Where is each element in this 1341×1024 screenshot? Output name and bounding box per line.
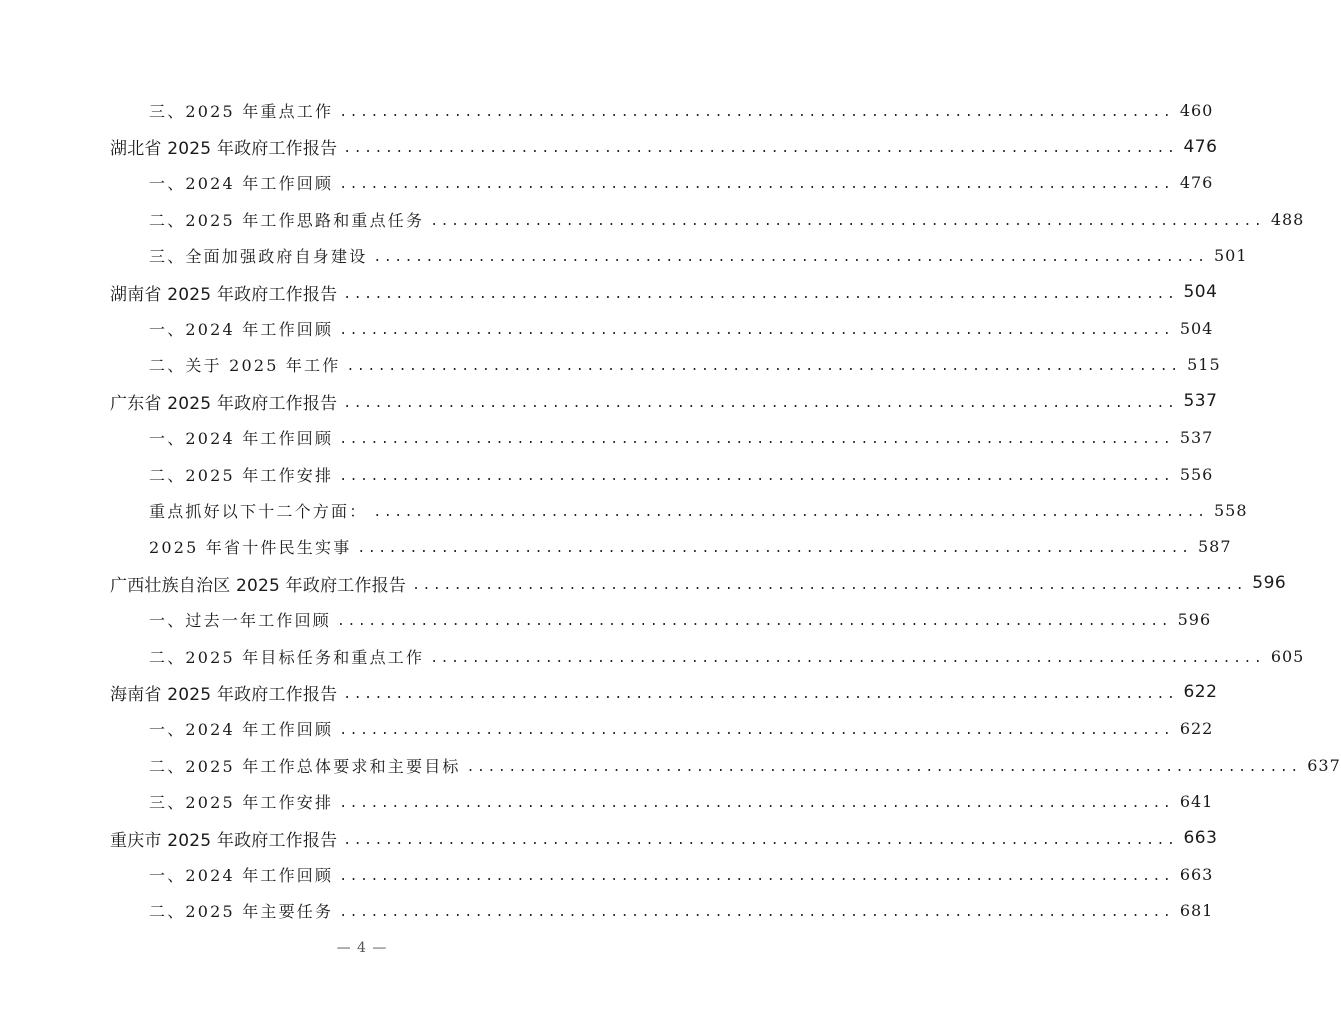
toc-entry-title: 一、2024 年工作回顾	[149, 720, 334, 740]
toc-entry-title: 三、2025 年重点工作	[149, 101, 334, 121]
toc-entry-page-number: 537	[1179, 428, 1214, 448]
toc-heading-entry[interactable]	[0, 383, 1218, 419]
toc-entry-title: 湖南省 2025 年政府工作报告	[110, 284, 338, 305]
toc-entry-title: 重庆市 2025 年政府工作报告	[110, 830, 338, 851]
dot-leader: ................................................................................	[339, 468, 1174, 484]
toc-entry-page-number: 515	[1187, 355, 1221, 375]
dot-leader: ................................................................................	[343, 686, 1178, 702]
dot-leader: ................................................................................	[339, 723, 1174, 739]
dot-leader: ................................................................................	[339, 323, 1174, 339]
toc-heading-entry[interactable]	[0, 674, 1218, 710]
toc-entry-title: 二、关于 2025 年工作	[149, 356, 341, 376]
toc-entry-page-number: 641	[1179, 792, 1214, 812]
toc-subentry[interactable]	[0, 238, 1248, 274]
dot-leader: ................................................................................	[339, 432, 1174, 448]
dot-leader: ................................................................................	[412, 577, 1247, 593]
toc-subentry[interactable]	[0, 783, 1214, 819]
toc-subentry[interactable]	[0, 201, 1305, 237]
toc-entry-page-number: 537	[1183, 391, 1218, 412]
dot-leader: ................................................................................	[339, 104, 1174, 120]
page-number: — 4 —	[336, 940, 388, 956]
toc-entry-page-number: 587	[1198, 537, 1232, 557]
toc-subentry[interactable]	[0, 165, 1214, 201]
toc-list	[0, 92, 1341, 929]
toc-heading-entry[interactable]	[0, 565, 1287, 601]
toc-entry-page-number: 556	[1179, 464, 1214, 484]
dot-leader: ................................................................................	[430, 650, 1265, 666]
dot-leader: ................................................................................	[466, 759, 1301, 775]
toc-entry-title: 二、2025 年主要任务	[149, 902, 334, 922]
toc-entry-title: 海南省 2025 年政府工作报告	[110, 684, 338, 705]
dot-leader: ................................................................................	[339, 796, 1174, 812]
toc-entry-page-number: 622	[1183, 682, 1218, 703]
toc-subentry[interactable]	[0, 347, 1221, 383]
toc-entry-page-number: 681	[1179, 901, 1214, 921]
toc-entry-page-number: 488	[1270, 209, 1305, 229]
toc-subentry[interactable]	[0, 747, 1341, 783]
toc-entry-page-number: 596	[1252, 573, 1287, 594]
toc-entry-page-number: 504	[1183, 282, 1218, 303]
dot-leader: ................................................................................	[343, 286, 1178, 302]
toc-entry-title: 二、2025 年工作安排	[149, 465, 334, 485]
dot-leader: ................................................................................	[373, 250, 1208, 266]
toc-entry-page-number: 663	[1183, 828, 1218, 848]
toc-entry-title: 二、2025 年目标任务和重点工作	[149, 647, 425, 667]
toc-entry-title: 二、2025 年工作思路和重点任务	[149, 210, 425, 230]
toc-entry-title: 一、2024 年工作回顾	[149, 174, 334, 194]
toc-entry-page-number: 663	[1179, 864, 1214, 884]
toc-subentry[interactable]	[0, 601, 1212, 637]
dot-leader: ................................................................................	[343, 141, 1178, 157]
toc-entry-title: 一、2024 年工作回顾	[149, 429, 334, 449]
toc-entry-page-number: 501	[1214, 246, 1248, 266]
toc-heading-entry[interactable]	[0, 820, 1218, 856]
dot-leader: ................................................................................	[357, 541, 1192, 557]
dot-leader: ................................................................................	[343, 832, 1178, 848]
toc-entry-title: 一、2024 年工作回顾	[149, 865, 334, 885]
toc-entry-page-number: 605	[1270, 646, 1305, 666]
dot-leader: ................................................................................	[430, 213, 1265, 229]
toc-subentry[interactable]	[0, 420, 1214, 456]
toc-subentry[interactable]	[0, 492, 1248, 528]
toc-subentry[interactable]	[0, 638, 1305, 674]
dot-leader: ................................................................................	[339, 177, 1174, 193]
toc-entry-page-number: 637	[1307, 755, 1341, 775]
toc-entry-page-number: 504	[1179, 319, 1214, 339]
toc-entry-title: 三、2025 年工作安排	[149, 793, 334, 813]
toc-entry-page-number: 596	[1177, 610, 1212, 630]
toc-entry-title: 广西壮族自治区 2025 年政府工作报告	[110, 575, 407, 596]
toc-entry-title: 2025 年省十件民生实事	[149, 538, 352, 558]
toc-subentry[interactable]	[0, 893, 1214, 929]
toc-entry-title: 三、全面加强政府自身建设	[149, 247, 368, 267]
dot-leader: ................................................................................	[337, 614, 1172, 630]
toc-entry-title: 二、2025 年工作总体要求和主要目标	[149, 756, 461, 776]
toc-entry-page-number: 476	[1183, 136, 1218, 157]
dot-leader: ................................................................................	[339, 905, 1174, 921]
toc-entry-page-number: 558	[1214, 500, 1248, 520]
toc-entry-page-number: 460	[1179, 100, 1214, 120]
toc-entry-title: 广东省 2025 年政府工作报告	[110, 393, 338, 414]
toc-subentry[interactable]	[0, 92, 1214, 128]
toc-entry-title: 湖北省 2025 年政府工作报告	[110, 139, 338, 160]
toc-heading-entry[interactable]	[0, 274, 1218, 310]
toc-subentry[interactable]	[0, 456, 1214, 492]
toc-entry-title: 一、过去一年工作回顾	[149, 611, 332, 631]
toc-subentry[interactable]	[0, 310, 1214, 346]
toc-subentry[interactable]	[0, 856, 1214, 892]
toc-entry-title: 重点抓好以下十二个方面：	[149, 501, 368, 521]
toc-subentry[interactable]	[0, 711, 1214, 747]
toc-entry-page-number: 622	[1179, 719, 1214, 739]
dot-leader: ................................................................................	[339, 868, 1174, 884]
dot-leader: ................................................................................	[373, 504, 1208, 520]
toc-entry-title: 一、2024 年工作回顾	[149, 320, 334, 340]
toc-subentry[interactable]	[0, 529, 1232, 565]
table-of-contents	[0, 92, 1341, 929]
toc-heading-entry[interactable]	[0, 128, 1218, 164]
dot-leader: ................................................................................	[343, 395, 1178, 411]
toc-entry-page-number: 476	[1179, 173, 1214, 193]
dot-leader: ................................................................................	[346, 359, 1181, 375]
